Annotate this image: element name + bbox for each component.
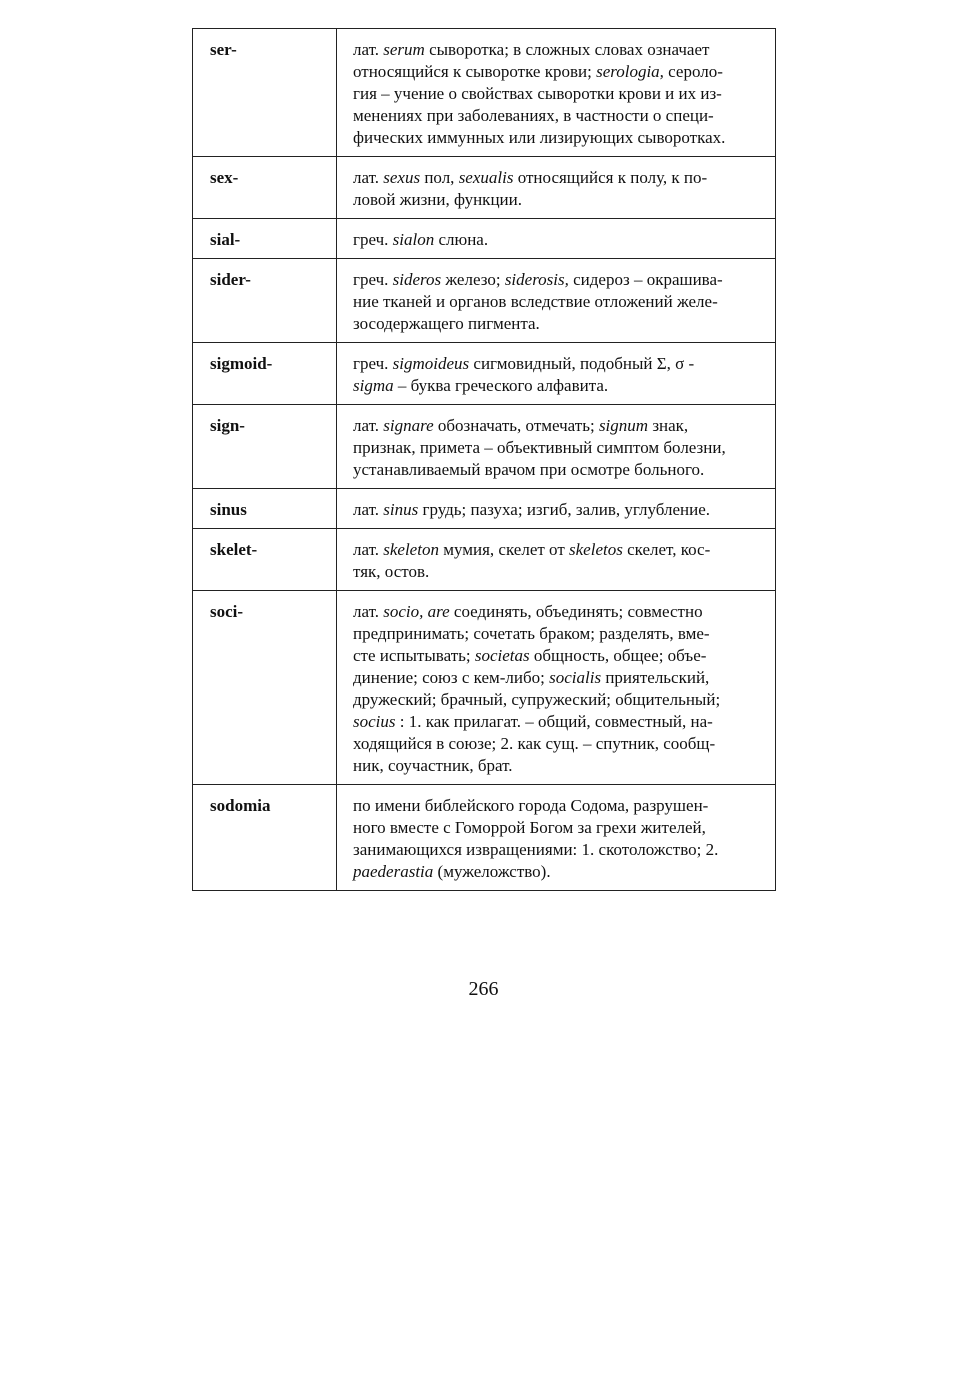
definition-line <box>353 105 765 127</box>
definition-text: греч. <box>353 354 393 373</box>
definition-text: ного вместе с Гоморрой Богом за грехи жителей, <box>353 818 706 837</box>
italic-term: sexualis <box>458 168 514 187</box>
definition-line <box>353 459 765 481</box>
table-row <box>193 405 776 489</box>
definition-text: греч. <box>353 270 393 289</box>
definition-text: занимающихся извращениями: 1. скотоложство; 2. <box>353 840 719 859</box>
definition-text: тяк, остов. <box>353 562 430 581</box>
entry-term: sign- <box>193 405 337 489</box>
entry-term: sodomia <box>193 785 337 891</box>
table-row <box>193 29 776 157</box>
definition-text: железо; <box>441 270 505 289</box>
entry-term: sider- <box>193 259 337 343</box>
entry-term: soci- <box>193 591 337 785</box>
italic-term: sideros <box>392 270 442 289</box>
definition-line <box>353 499 765 521</box>
definition-text: : 1. как прилагат. – общий, совместный, на- <box>395 712 713 731</box>
definition-text: сте испытывать; <box>353 646 475 665</box>
definition-text: устанавливаемый врачом при осмотре больного. <box>353 460 705 479</box>
table-row <box>193 219 776 259</box>
definition-line <box>353 817 765 839</box>
entry-term: sial- <box>193 219 337 259</box>
definition-line <box>353 839 765 861</box>
definition-line <box>353 353 765 375</box>
table-row <box>193 343 776 405</box>
definition-text: сыворотка; в сложных словах означает <box>424 40 710 59</box>
italic-term: sigma <box>353 376 394 395</box>
italic-term: siderosis, <box>504 270 569 289</box>
definition-text: ходящийся в союзе; 2. как сущ. – спутник, сообщ- <box>353 734 716 753</box>
definition-line <box>353 561 765 583</box>
definition-line <box>353 269 765 291</box>
definition-text: относящийся к полу, к по- <box>513 168 708 187</box>
definition-text: ник, соучастник, брат. <box>353 756 513 775</box>
italic-term: socius <box>353 712 396 731</box>
definition-text: фических иммунных или лизирующих сыворотках. <box>353 128 726 147</box>
definition-line <box>353 291 765 313</box>
entry-definition <box>337 157 776 219</box>
definition-text: дружеский; брачный, супружеский; общительный; <box>353 690 721 709</box>
italic-term: signum <box>598 416 649 435</box>
definition-line <box>353 755 765 777</box>
italic-term: serologia, <box>596 62 664 81</box>
definition-text: менениях при заболеваниях, в частности о специ- <box>353 106 714 125</box>
definition-line <box>353 39 765 61</box>
definition-text: скелет, кос- <box>622 540 711 559</box>
definition-text: сероло- <box>663 62 723 81</box>
table-row <box>193 157 776 219</box>
definition-line <box>353 415 765 437</box>
table-row <box>193 785 776 891</box>
definition-text: по имени библейского города Содома, разрушен- <box>353 796 709 815</box>
entry-term: sigmoid- <box>193 343 337 405</box>
definition-line <box>353 61 765 83</box>
definition-text: мумия, скелет от <box>438 540 570 559</box>
definition-text: общность, общее; объе- <box>529 646 707 665</box>
definition-text: – буква греческого алфавита. <box>393 376 609 395</box>
italic-term: societas <box>474 646 530 665</box>
entry-definition <box>337 259 776 343</box>
definition-text: пол, <box>420 168 459 187</box>
definition-text: сидероз – окрашива- <box>568 270 723 289</box>
italic-term: socio, are <box>383 602 450 621</box>
definition-line <box>353 601 765 623</box>
definition-text: признак, примета – объективный симптом болезни, <box>353 438 726 457</box>
definition-line <box>353 229 765 251</box>
italic-term: socialis <box>549 668 602 687</box>
definition-line <box>353 667 765 689</box>
definition-line <box>353 167 765 189</box>
definition-line <box>353 83 765 105</box>
definition-text: лат. <box>353 416 384 435</box>
entry-definition <box>337 219 776 259</box>
entry-definition <box>337 29 776 157</box>
table-row <box>193 259 776 343</box>
definition-text: (мужеложство). <box>433 862 551 881</box>
definition-text: относящийся к сыворотке крови; <box>353 62 597 81</box>
definition-line <box>353 733 765 755</box>
definition-text: предпринимать; сочетать браком; разделять, вме- <box>353 624 710 643</box>
definition-line <box>353 375 765 397</box>
definition-text: зосодержащего пигмента. <box>353 314 540 333</box>
definition-line <box>353 795 765 817</box>
definition-text: лат. <box>353 168 384 187</box>
entry-definition <box>337 529 776 591</box>
italic-term: skeletos <box>569 540 623 559</box>
entry-definition <box>337 405 776 489</box>
entry-term: sex- <box>193 157 337 219</box>
definition-text: греч. <box>353 230 393 249</box>
definition-text: лат. <box>353 40 384 59</box>
definition-text: слюна. <box>434 230 489 249</box>
italic-term: skeleton <box>383 540 439 559</box>
definition-line <box>353 313 765 335</box>
italic-term: sexus <box>383 168 421 187</box>
definition-text: динение; союз с кем-либо; <box>353 668 550 687</box>
definition-text: грудь; пазуха; изгиб, залив, углубление. <box>418 500 710 519</box>
definition-text: соединять, объединять; совместно <box>449 602 703 621</box>
italic-term: sialon <box>392 230 435 249</box>
definition-text: ловой жизни, функции. <box>353 190 522 209</box>
definition-line <box>353 645 765 667</box>
entry-definition <box>337 343 776 405</box>
dictionary-table <box>192 28 776 891</box>
definition-text: обозначать, отмечать; <box>433 416 599 435</box>
table-row <box>193 489 776 529</box>
entry-term: skelet- <box>193 529 337 591</box>
table-row <box>193 591 776 785</box>
definition-line <box>353 861 765 883</box>
definition-line <box>353 189 765 211</box>
entry-definition <box>337 489 776 529</box>
definition-line <box>353 127 765 149</box>
definition-text: лат. <box>353 602 384 621</box>
definition-text: сигмовидный, подобный Σ, σ - <box>469 354 695 373</box>
entry-term: sinus <box>193 489 337 529</box>
italic-term: sinus <box>383 500 419 519</box>
italic-term: signare <box>383 416 434 435</box>
entry-definition <box>337 785 776 891</box>
definition-line <box>353 437 765 459</box>
definition-text: гия – учение о свойствах сыворотки крови и их из- <box>353 84 722 103</box>
definition-text: ние тканей и органов вследствие отложений желе- <box>353 292 718 311</box>
definition-text: лат. <box>353 500 384 519</box>
entry-definition <box>337 591 776 785</box>
italic-term: serum <box>383 40 425 59</box>
definition-text: лат. <box>353 540 384 559</box>
definition-line <box>353 539 765 561</box>
table-row <box>193 529 776 591</box>
dictionary-table-body <box>193 29 776 891</box>
definition-line <box>353 689 765 711</box>
page-number: 266 <box>468 978 499 1000</box>
definition-line <box>353 623 765 645</box>
definition-text: знак, <box>648 416 689 435</box>
entry-term: ser- <box>193 29 337 157</box>
definition-line <box>353 711 765 733</box>
definition-text: приятельский, <box>601 668 710 687</box>
italic-term: paederastia <box>353 862 434 881</box>
italic-term: sigmoideus <box>392 354 470 373</box>
